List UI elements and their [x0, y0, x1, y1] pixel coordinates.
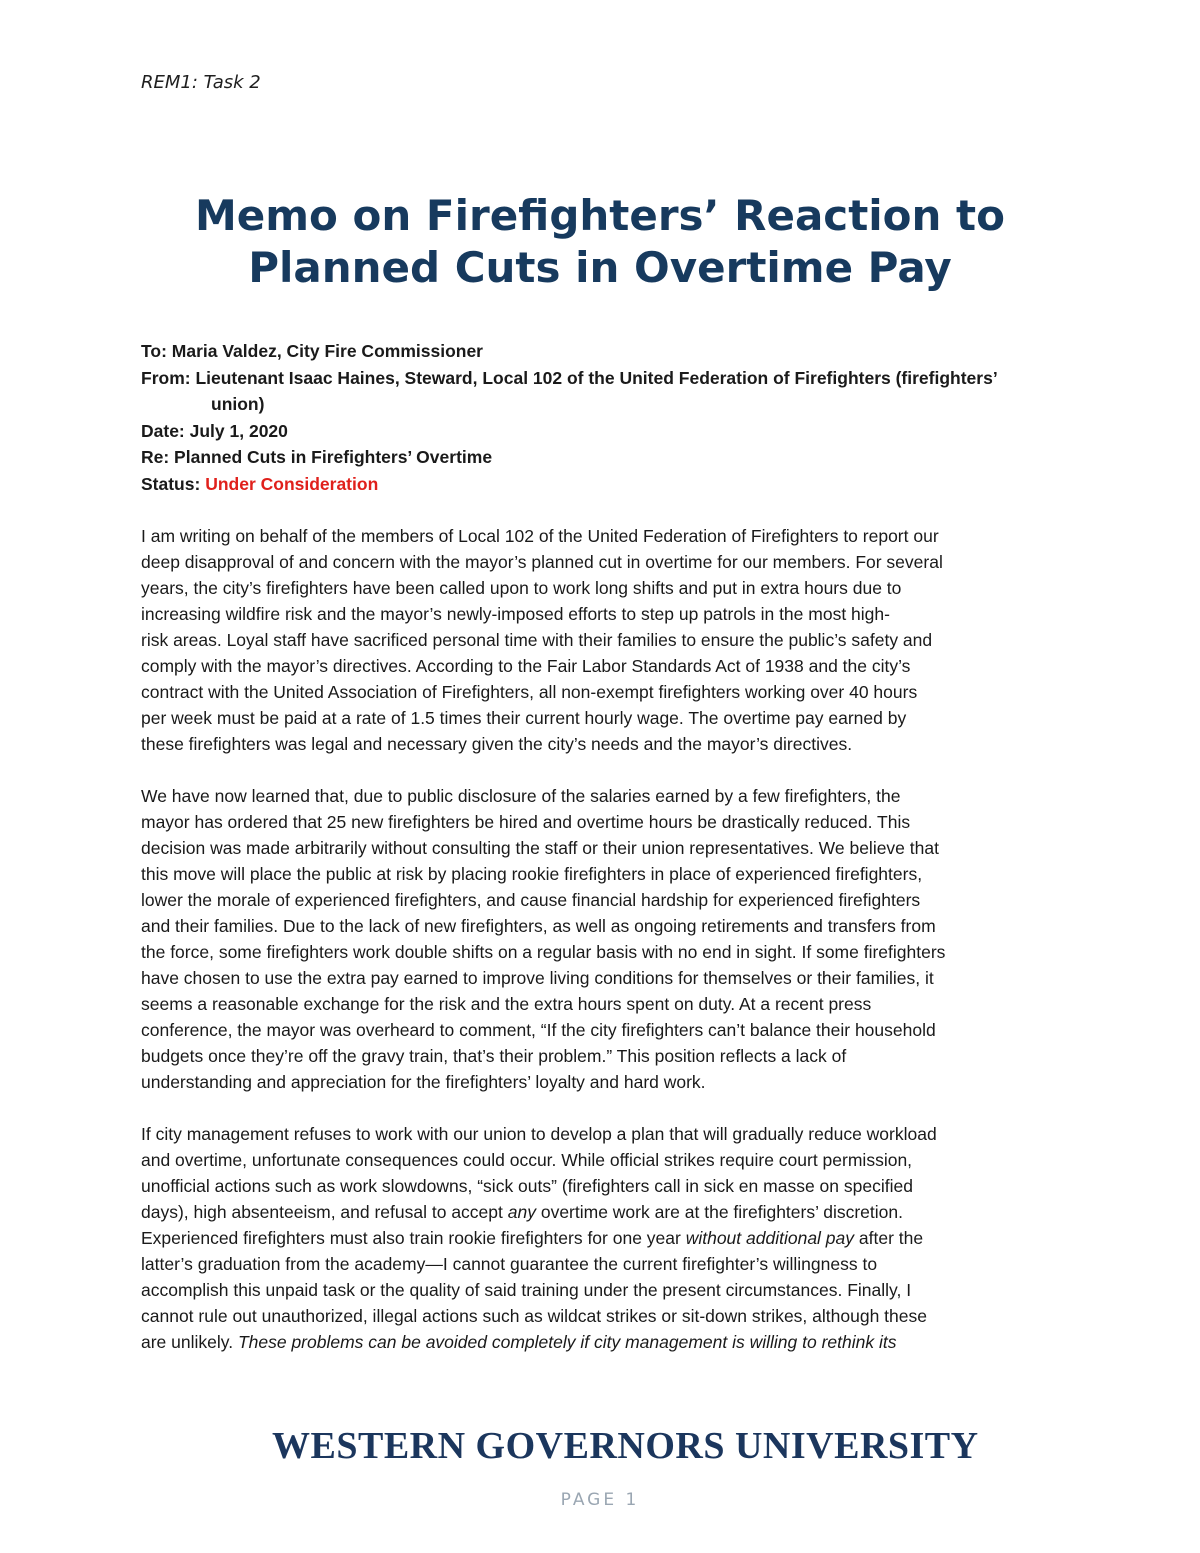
text-run: after the [854, 1228, 924, 1248]
text-line: lower the morale of experienced firefighters, and cause financial hardship for experienced firefighters [141, 890, 921, 910]
text-line: contract with the United Association of Firefighters, all non-exempt firefighters working over 40 hours [141, 682, 918, 702]
memo-header-block [141, 338, 1061, 497]
text-run: are unlikely. [141, 1332, 238, 1352]
memo-status-value: Under Consideration [205, 473, 379, 494]
text-line: per week must be paid at a rate of 1.5 times their current hourly wage. The overtime pay earned by [141, 708, 907, 728]
memo-status [141, 471, 1061, 498]
text-line [141, 1329, 1061, 1355]
text-line: conference, the mayor was overheard to comment, “If the city firefighters can’t balance their household [141, 1020, 936, 1040]
text-line: deep disapproval of and concern with the mayor’s planned cut in overtime for our members. For several [141, 552, 943, 572]
emphasis-without-additional-pay: without additional pay [685, 1228, 855, 1248]
text-line: unofficial actions such as work slowdowns, “sick outs” (firefighters call in sick en masse on specified [141, 1176, 913, 1196]
emphasis-closing-sentence: These problems can be avoided completely if city management is willing to rethink its [237, 1332, 897, 1352]
text-line: have chosen to use the extra pay earned to improve living conditions for themselves or their families, it [141, 968, 934, 988]
memo-from-continued: union) [211, 394, 265, 414]
text-line: decision was made arbitrarily without consulting the staff or their union representatives. We believe that [141, 838, 939, 858]
logo-wordmark: WESTERN GOVERNORS UNIVERSITY [272, 1425, 979, 1467]
page-number: PAGE 1 [560, 1490, 640, 1510]
text-line: mayor has ordered that 25 new firefighters be hired and overtime hours be drastically reduced. This [141, 812, 911, 832]
text-line [141, 1225, 1061, 1251]
text-line: understanding and appreciation for the firefighters’ loyalty and hard work. [141, 1072, 706, 1092]
text-line: I am writing on behalf of the members of Local 102 of the United Federation of Firefighters to report our [141, 526, 939, 546]
text-run: days), high absenteeism, and refusal to accept [141, 1202, 508, 1222]
memo-status-label: Status: [141, 473, 206, 494]
text-line: We have now learned that, due to public disclosure of the salaries earned by a few firefighters, the [141, 786, 901, 806]
memo-title-line-2: Planned Cuts in Overtime Pay [248, 243, 952, 292]
body-paragraph-3 [141, 1121, 1061, 1355]
memo-title-line-1: Memo on Firefighters’ Reaction to [195, 191, 1005, 240]
text-line: this move will place the public at risk by placing rookie firefighters in place of experienced firefighters, [141, 864, 923, 884]
text-run: Experienced firefighters must also train rookie firefighters for one year [141, 1228, 686, 1248]
memo-to: To: Maria Valdez, City Fire Commissioner [141, 341, 483, 361]
text-line: If city management refuses to work with our union to develop a plan that will gradually reduce workload [141, 1124, 937, 1144]
text-line: latter’s graduation from the academy—I cannot guarantee the current firefighter’s willingness to [141, 1254, 878, 1274]
body-paragraph-1 [141, 523, 1061, 757]
emphasis-any: any [507, 1202, 536, 1222]
memo-body [141, 523, 1061, 1381]
text-line: the force, some firefighters work double shifts on a regular basis with no end in sight. If some firefighters [141, 942, 946, 962]
document-header: REM1: Task 2 [141, 72, 261, 93]
text-run: overtime work are at the firefighters’ discretion. [535, 1202, 903, 1222]
wgu-logo [258, 1410, 979, 1482]
text-line: these firefighters was legal and necessary given the city’s needs and the mayor’s directives. [141, 734, 853, 754]
text-line: and their families. Due to the lack of new firefighters, as well as ongoing retirements and transfers from [141, 916, 936, 936]
text-line: accomplish this unpaid task or the quality of said training under the present circumstances. Finally, I [141, 1280, 912, 1300]
text-line: and overtime, unfortunate consequences could occur. While official strikes require court permission, [141, 1150, 913, 1170]
memo-from: From: Lieutenant Isaac Haines, Steward, Local 102 of the United Federation of Firefighters (firefighters’ [141, 367, 998, 388]
memo-re: Re: Planned Cuts in Firefighters’ Overtime [141, 447, 493, 467]
text-line: increasing wildfire risk and the mayor’s newly-imposed efforts to step up patrols in the most high- [141, 604, 890, 624]
text-line: comply with the mayor’s directives. According to the Fair Labor Standards Act of 1938 and the city’s [141, 656, 911, 676]
text-line: years, the city’s firefighters have been called upon to work long shifts and put in extra hours due to [141, 578, 902, 598]
text-line: budgets once they’re off the gravy train, that’s their problem.” This position reflects a lack of [141, 1046, 847, 1066]
text-line: risk areas. Loyal staff have sacrificed personal time with their families to ensure the public’s safety and [141, 630, 933, 650]
text-line [141, 1199, 1061, 1225]
memo-title [100, 190, 1100, 294]
text-line: seems a reasonable exchange for the risk and the extra hours spent on duty. At a recent press [141, 994, 872, 1014]
body-paragraph-2 [141, 783, 1061, 1095]
memo-date: Date: July 1, 2020 [141, 420, 288, 441]
text-line: cannot rule out unauthorized, illegal actions such as wildcat strikes or sit-down strikes, although these [141, 1306, 927, 1326]
